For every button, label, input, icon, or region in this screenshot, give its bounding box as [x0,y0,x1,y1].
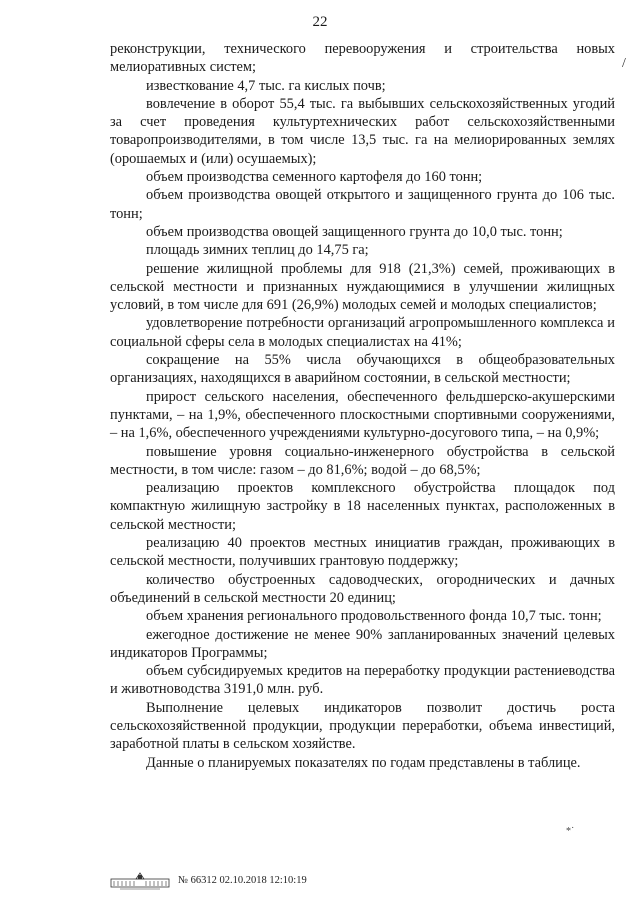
paragraph: повышение уровня социально-инженерного обустройства в сельской местности, в том числе: газом – до 81,6%; водой – до 68,5%; [110,443,615,478]
registry-logo-icon [110,870,170,890]
paragraph: Данные о планируемых показателях по годам представлены в таблице. [146,754,581,771]
paragraph: реализацию проектов комплексного обустройства площадок под компактную жилищную застройку в 18 населенных пунктах, расположенных в сельской местности; [110,480,615,533]
paragraph: Выполнение целевых индикаторов позволит достичь роста сельскохозяйственной продукции, продукции переработки, объема инвестиций, заработной платы в сельском хозяйстве. [110,699,615,753]
paragraph: объем производства семенного картофеля до 160 тонн; [146,169,483,186]
paragraph: площадь зимних теплиц до 14,75 га; [146,242,369,259]
paragraph: объем субсидируемых кредитов на переработку продукции растениеводства и животноводства 3191,0 млн. руб. [110,663,615,698]
document-footer [110,868,307,892]
paragraph: объем производства овощей открытого и защищенного грунта до 106 тыс. тонн; [110,187,615,222]
paragraph: сокращение на 55% числа обучающихся в общеобразовательных организациях, находящихся в аварийном состоянии, в сельской местности; [110,352,615,387]
paragraph: ежегодное достижение не менее 90% запланированных значений целевых индикаторов Программы; [110,626,615,661]
document-registration-mark: № 66312 02.10.2018 12:10:19 [178,874,307,886]
document-body [110,40,615,772]
paragraph: решение жилищной проблемы для 918 (21,3%) семей, проживающих в сельской местности и признанных нуждающимися в улучшении жилищных условий, в том числе для 691 (26,9%) молодых семей и молодых специалистов; [110,260,615,314]
paragraph: известкование 4,7 тыс. га кислых почв; [146,77,386,94]
paragraph: объем производства овощей защищенного грунта до 10,0 тыс. тонн; [146,223,563,240]
paragraph: объем хранения регионального продовольственного фонда 10,7 тыс. тонн; [146,608,602,625]
paragraph: количество обустроенных садоводческих, огороднических и дачных объединений в сельской местности 20 единиц; [110,571,615,606]
paragraph: удовлетворение потребности организаций агропромышленного комплекса и социальной сферы села в молодых специалистах на 41%; [110,315,615,350]
paragraph: реализацию 40 проектов местных инициатив граждан, проживающих в сельской местности, получивших грантовую поддержку; [110,535,615,570]
scan-mark-corner: / [622,56,626,71]
scan-mark-small: *˙ [566,826,575,837]
paragraph: реконструкции, технического перевооружения и строительства новых мелиоративных систем; [110,41,615,76]
paragraph: прирост сельского населения, обеспеченного фельдшерско-акушерскими пунктами, – на 1,9%, обеспеченного плоскостными спортивными сооружениями, – на 1,6%, обеспеченного учреждениями культурно-досугового типа, – на 0,9%; [110,388,615,442]
page-number: 22 [312,14,328,30]
paragraph: вовлечение в оборот 55,4 тыс. га выбывших сельскохозяйственных угодий за счет проведения культуртехнических работ сельскохозяйственными товаропроизводителями, в том числе 13,5 тыс. га на мелиорированных землях (орошаемых и (или) осушаемых); [110,95,615,167]
